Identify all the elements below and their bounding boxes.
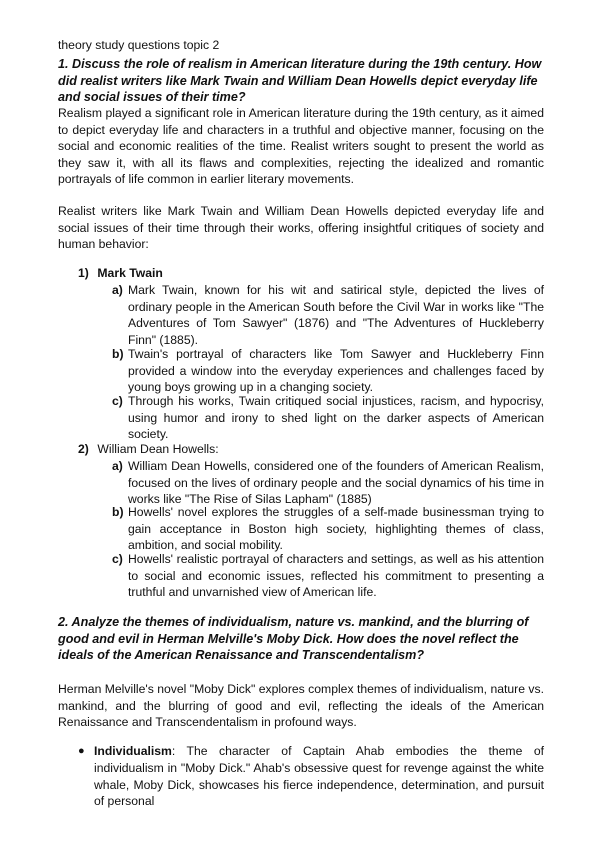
sub-item: [112, 346, 544, 396]
sub-item: [112, 504, 544, 554]
q1-paragraph-2: Realist writers like Mark Twain and William Dean Howells depicted everyday life and social issues of their time through their works, offering insightful critiques of society and human behavior:: [58, 204, 544, 251]
q2-paragraph-1: Herman Melville's novel "Moby Dick" explores complex themes of individualism, nature vs. mankind, and the blurring of good and evil, reflecting the ideals of the American Renaissance and Transcendentalism in profound ways.: [58, 682, 544, 729]
list-item-title: William Dean Howells:: [97, 442, 219, 456]
sub-text: Mark Twain, known for his wit and satirical style, depicted the lives of ordinary people in the American South before the Civil War in works like "The Adventures of Tom Sawyer" (1876) and "The Adventures of Huckleberry Finn" (1885).: [128, 283, 544, 347]
sub-label: b): [112, 347, 124, 361]
sub-item: [112, 551, 544, 601]
list-number: 2): [78, 442, 89, 456]
sub-item: [112, 282, 544, 348]
sub-text: Twain's portrayal of characters like Tom Sawyer and Huckleberry Finn provided a window into the everyday experiences and challenges faced by young boys growing up in a changing society.: [128, 347, 544, 394]
document-header: theory study questions topic 2: [58, 38, 220, 52]
sub-item: [112, 458, 544, 508]
bullet-text: [94, 743, 544, 810]
list-item-mark-twain: [78, 265, 163, 281]
sub-label: c): [112, 394, 123, 408]
bullet-dot-icon: ●: [78, 745, 85, 757]
list-number: 1): [78, 266, 89, 280]
sub-item: [112, 393, 544, 443]
sub-label: c): [112, 552, 123, 566]
sub-text: Howells' novel explores the struggles of a self-made businessman trying to gain acceptance in Boston high society, highlighting themes of class, ambition, and social mobility.: [128, 505, 544, 552]
bullet-body: : The character of Captain Ahab embodies the theme of individualism in "Moby Dick." Ahab's obsessive quest for revenge against the white whale, Moby Dick, showcases his fierce independence, determination, and pursuit of personal: [94, 744, 544, 809]
q1-paragraph-1: Realism played a significant role in American literature during the 19th century, as it aimed to depict everyday life and characters in a truthful and objective manner, focusing on the social and economic realities of the time. Realist writers sought to present the world as they saw it, with all its flaws and complexities, rejecting the idealized and romantic portrayals of life common in earlier literary movements.: [58, 106, 544, 186]
sub-label: a): [112, 459, 123, 473]
list-item-howells: [78, 441, 219, 457]
list-item-title: Mark Twain: [97, 266, 163, 280]
sub-text: Howells' realistic portrayal of characters and settings, as well as his attention to social and economic issues, reflected his commitment to presenting a truthful and unvarnished view of American life.: [128, 552, 544, 599]
question-2-heading: 2. Analyze the themes of individualism, nature vs. mankind, and the blurring of good and evil in Herman Melville's Moby Dick. How does the novel reflect the ideals of the American Renaissance and Transcendentalism?: [58, 615, 529, 663]
bullet-title: Individualism: [94, 744, 172, 758]
sub-text: William Dean Howells, considered one of the founders of American Realism, focused on the lives of ordinary people and the social dynamics of his time in works like "The Rise of Silas Lapham" (1885): [128, 459, 544, 506]
bullet-item-individualism: [78, 743, 544, 810]
sub-label: a): [112, 283, 123, 297]
sub-text: Through his works, Twain critiqued social injustices, racism, and hypocrisy, using humor and irony to shed light on the darker aspects of American society.: [128, 394, 544, 441]
question-1-heading: 1. Discuss the role of realism in American literature during the 19th century. How did realist writers like Mark Twain and William Dean Howells depict everyday life and social issues of their time?: [58, 57, 542, 105]
sub-label: b): [112, 505, 124, 519]
